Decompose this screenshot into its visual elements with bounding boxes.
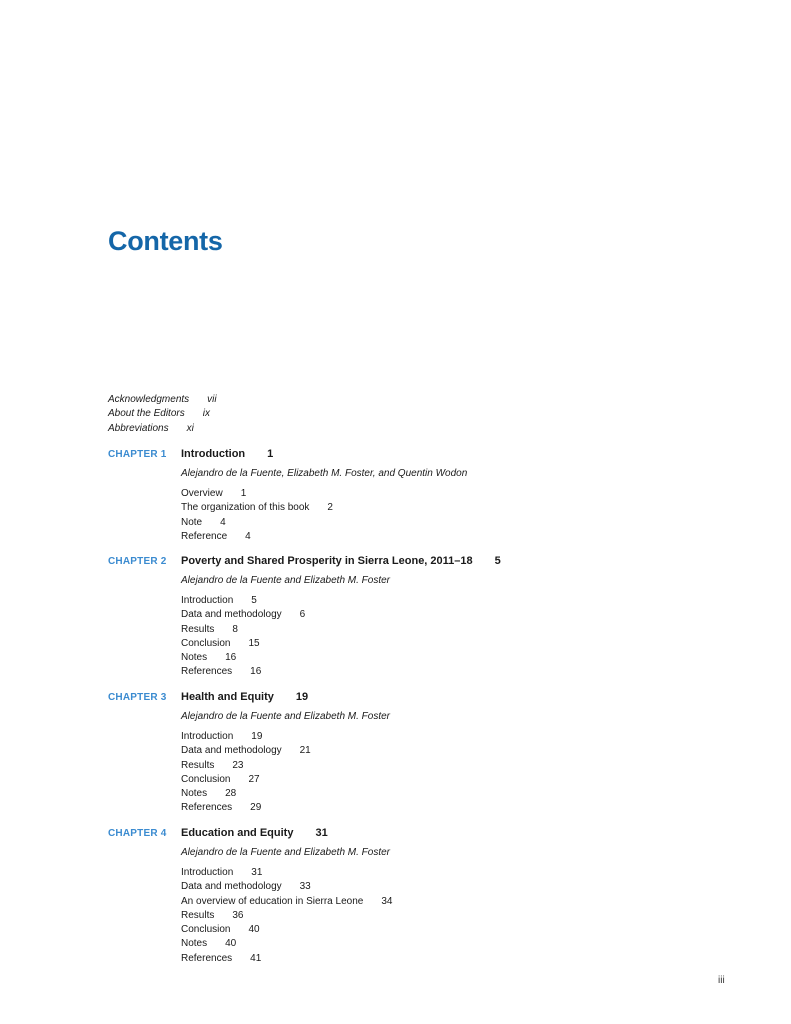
section-item[interactable]	[181, 759, 390, 773]
section-label: References	[181, 802, 233, 814]
page-number: iii	[718, 975, 725, 986]
section-label: Notes	[181, 788, 208, 800]
section-label: Results	[181, 759, 215, 771]
section-item[interactable]	[181, 880, 392, 894]
section-label: The organization of this book	[181, 502, 310, 514]
section-page: 2	[327, 502, 333, 514]
section-item[interactable]	[181, 594, 501, 608]
section-item[interactable]	[181, 637, 501, 651]
chapter-authors: Alejandro de la Fuente and Elizabeth M. Foster	[181, 847, 391, 858]
section-page: 6	[299, 609, 306, 621]
front-matter-page: ix	[202, 408, 210, 420]
section-page: 15	[248, 637, 260, 649]
section-item[interactable]	[181, 787, 390, 801]
section-page: 34	[381, 895, 393, 907]
section-item[interactable]	[181, 866, 392, 880]
section-item[interactable]	[181, 501, 467, 515]
section-item[interactable]	[181, 923, 392, 937]
chapter-page: 31	[315, 827, 328, 839]
chapter-page: 1	[267, 448, 274, 460]
chapter-label: CHAPTER 2	[108, 556, 167, 567]
chapter-3-entry	[108, 690, 390, 816]
chapter-authors: Alejandro de la Fuente and Elizabeth M. Foster	[181, 575, 391, 586]
section-page: 31	[251, 867, 263, 878]
section-item[interactable]	[181, 516, 467, 530]
section-item[interactable]	[181, 623, 501, 637]
chapter-heading[interactable]	[108, 690, 390, 704]
section-page: 21	[299, 745, 311, 757]
front-matter-page: vii	[207, 394, 217, 405]
section-page: 33	[299, 881, 311, 893]
section-item[interactable]	[181, 937, 392, 951]
section-label: References	[181, 666, 233, 678]
section-item[interactable]	[181, 909, 392, 923]
section-page: 41	[250, 952, 262, 964]
chapter-heading[interactable]	[108, 447, 467, 461]
chapter-1-entry	[108, 447, 467, 544]
page-title: Contents	[108, 226, 223, 256]
chapter-title: Poverty and Shared Prosperity in Sierra Leone, 2011–18	[181, 555, 473, 567]
section-page: 4	[220, 516, 226, 528]
chapter-authors: Alejandro de la Fuente, Elizabeth M. Foster, and Quentin Wodon	[181, 468, 468, 479]
section-item[interactable]	[181, 895, 392, 909]
section-item[interactable]	[181, 801, 390, 815]
section-page: 29	[250, 802, 262, 814]
chapter-label: CHAPTER 4	[108, 828, 167, 839]
section-label: Results	[181, 623, 215, 635]
section-item[interactable]	[181, 530, 467, 544]
chapter-4-entry	[108, 826, 392, 966]
section-page: 19	[251, 731, 263, 742]
section-page: 36	[232, 909, 244, 921]
chapter-page: 19	[295, 691, 309, 703]
section-label: References	[181, 952, 233, 964]
section-label: Overview	[181, 488, 223, 499]
section-label: Conclusion	[181, 637, 231, 649]
front-matter-label: Acknowledgments	[108, 394, 190, 405]
section-page: 5	[251, 595, 257, 606]
section-page: 23	[232, 759, 244, 771]
section-item[interactable]	[181, 608, 501, 622]
front-matter-list	[108, 393, 217, 436]
section-label: Introduction	[181, 731, 234, 742]
front-matter-item[interactable]	[108, 407, 217, 421]
section-label: Results	[181, 909, 215, 921]
section-label: Reference	[181, 530, 228, 542]
section-label: Notes	[181, 652, 208, 664]
chapter-label: CHAPTER 1	[108, 449, 167, 460]
section-item[interactable]	[181, 952, 392, 966]
section-label: Data and methodology	[181, 745, 282, 757]
section-page: 40	[248, 924, 260, 936]
section-label: Introduction	[181, 595, 234, 606]
section-item[interactable]	[181, 744, 390, 758]
section-list	[181, 866, 392, 966]
front-matter-label: About the Editors	[108, 408, 185, 420]
section-page: 40	[225, 938, 237, 950]
section-item[interactable]	[181, 487, 467, 501]
section-page: 16	[225, 652, 237, 664]
chapter-heading[interactable]	[108, 826, 392, 840]
section-label: Data and methodology	[181, 881, 282, 893]
section-page: 27	[248, 773, 260, 785]
front-matter-item[interactable]	[108, 393, 217, 407]
section-label: Conclusion	[181, 924, 231, 936]
chapter-label: CHAPTER 3	[108, 692, 167, 703]
chapter-title: Health and Equity	[181, 691, 274, 703]
section-list	[181, 487, 467, 544]
front-matter-page: xi	[186, 422, 194, 434]
section-page: 4	[245, 530, 251, 542]
section-label: An overview of education in Sierra Leone	[181, 895, 364, 907]
section-page: 1	[240, 488, 247, 499]
section-page: 16	[250, 666, 262, 678]
front-matter-label: Abbreviations	[108, 422, 169, 434]
section-page: 8	[232, 623, 238, 635]
chapter-page: 5	[494, 555, 501, 567]
chapter-2-entry	[108, 554, 501, 680]
section-label: Data and methodology	[181, 609, 282, 621]
section-page: 28	[225, 788, 237, 800]
section-item[interactable]	[181, 730, 390, 744]
section-item[interactable]	[181, 665, 501, 679]
chapter-title: Education and Equity	[181, 827, 294, 839]
front-matter-item[interactable]	[108, 422, 217, 436]
section-label: Introduction	[181, 867, 234, 878]
section-label: Conclusion	[181, 773, 231, 785]
section-label: Note	[181, 516, 203, 528]
chapter-heading[interactable]	[108, 554, 501, 568]
chapter-title: Introduction	[181, 448, 246, 460]
section-item[interactable]	[181, 773, 390, 787]
section-list	[181, 730, 390, 816]
section-item[interactable]	[181, 651, 501, 665]
section-list	[181, 594, 501, 680]
chapter-authors: Alejandro de la Fuente and Elizabeth M. Foster	[181, 711, 391, 722]
section-label: Notes	[181, 938, 208, 950]
